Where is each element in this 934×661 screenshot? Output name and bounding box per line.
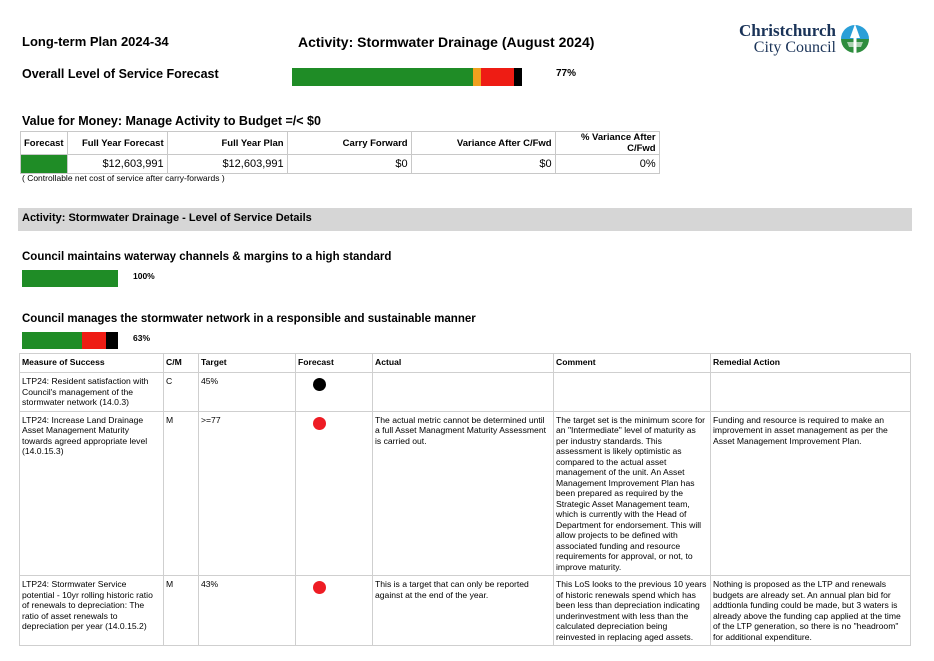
details-banner: [18, 208, 912, 231]
cm-cell: M: [164, 576, 199, 646]
council-logo: [732, 22, 874, 58]
logo-line-2: City Council: [753, 39, 836, 56]
forecast-status-dot: [313, 581, 326, 594]
bar-segment: [22, 332, 82, 349]
section-percent: 63%: [133, 333, 151, 343]
bar-segment: [481, 68, 514, 86]
forecast-cell: [296, 373, 373, 412]
table-row: [20, 411, 911, 576]
measure-cell: LTP24: Increase Land Drainage Asset Management Maturity towards agreed appropriate level (14.0.15.3): [20, 411, 164, 576]
bar-segment: [514, 68, 522, 86]
vfm-header: Carry Forward: [287, 132, 411, 155]
bar-segment: [292, 68, 473, 86]
bar-segment: [22, 270, 118, 287]
vfm-full-year-plan: $12,603,991: [167, 155, 287, 174]
vfm-forecast-cell: [21, 155, 68, 174]
actual-cell: [373, 373, 554, 412]
column-header: Measure of Success: [20, 354, 164, 373]
forecast-cell: [296, 411, 373, 576]
details-title: Activity: Stormwater Drainage - Level of Service Details: [22, 212, 312, 224]
vfm-note: ( Controllable net cost of service after carry-forwards ): [22, 173, 225, 183]
remedial-cell: Funding and resource is required to make an improvement in asset management as per the Asset Management Improvement Plan.: [711, 411, 911, 576]
measure-cell: LTP24: Stormwater Service potential - 10yr rolling historic ratio of renewals to depreciation: The ratio of asset renewals to depreciation per year (14.0.15.2): [20, 576, 164, 646]
plan-title: Long-term Plan 2024-34: [22, 34, 169, 49]
vfm-table: [20, 131, 660, 174]
bar-segment: [82, 332, 106, 349]
column-header: Remedial Action: [711, 354, 911, 373]
column-header: C/M: [164, 354, 199, 373]
vfm-forecast-swatch: [21, 155, 67, 173]
cm-cell: C: [164, 373, 199, 412]
actual-cell: This is a target that can only be reported against at the end of the year.: [373, 576, 554, 646]
target-cell: 43%: [199, 576, 296, 646]
overall-forecast-bar: [292, 68, 522, 86]
overall-percent: 77%: [556, 68, 577, 79]
section-title: Council manages the stormwater network in a responsible and sustainable manner: [22, 313, 476, 325]
comment-cell: This LoS looks to the previous 10 years of historic renewals spend which has been less than depreciation indicating underinvestment with less than the calculated depreciation being reinvested in replacing aged assets.: [554, 576, 711, 646]
bar-segment: [473, 68, 481, 86]
vfm-variance-percent: 0%: [555, 155, 659, 174]
cm-cell: M: [164, 411, 199, 576]
section-percent: 100%: [133, 271, 155, 281]
vfm-full-year-forecast: $12,603,991: [67, 155, 167, 174]
overall-label: Overall Level of Service Forecast: [22, 67, 219, 81]
section-title: Council maintains waterway channels & margins to a high standard: [22, 251, 392, 263]
section-forecast-bar: [22, 270, 118, 287]
activity-title: Activity: Stormwater Drainage (August 2024): [298, 34, 595, 50]
target-cell: 45%: [199, 373, 296, 412]
measure-cell: LTP24: Resident satisfaction with Council's management of the stormwater network (14.0.3): [20, 373, 164, 412]
logo-line-1: Christchurch: [739, 21, 836, 40]
actual-cell: The actual metric cannot be determined until a full Asset Managment Maturity Assessment is carried out.: [373, 411, 554, 576]
vfm-title: Value for Money: Manage Activity to Budget =/< $0: [22, 114, 321, 128]
remedial-cell: [711, 373, 911, 412]
section-forecast-bar: [22, 332, 118, 349]
vfm-variance: $0: [411, 155, 555, 174]
level-of-service-table: [19, 353, 911, 646]
vfm-header: Full Year Plan: [167, 132, 287, 155]
column-header: Target: [199, 354, 296, 373]
bar-segment: [106, 332, 118, 349]
table-row: [20, 576, 911, 646]
table-row: [20, 373, 911, 412]
forecast-status-dot: [313, 417, 326, 430]
vfm-header: Forecast: [21, 132, 68, 155]
column-header: Forecast: [296, 354, 373, 373]
comment-cell: [554, 373, 711, 412]
comment-cell: The target set is the minimum score for an "Intermediate" level of maturity as per industry standards. This assessment is likely optimistic as compared to the actual asset management of the unit. An Asset Management Improvement Plan has been prepared as required by the Strategic Asset Management team, which is currently with the Head of Department for endorsement. This will allow projects to be defined with associated funding and resource requirements for approval, or not, to improve maturity.: [554, 411, 711, 576]
vfm-carry-forward: $0: [287, 155, 411, 174]
forecast-status-dot: [313, 378, 326, 391]
vfm-header: % Variance After C/Fwd: [555, 132, 659, 155]
cathedral-logo-icon: [838, 22, 872, 56]
column-header: Actual: [373, 354, 554, 373]
vfm-header: Full Year Forecast: [67, 132, 167, 155]
target-cell: >=77: [199, 411, 296, 576]
forecast-cell: [296, 576, 373, 646]
vfm-header: Variance After C/Fwd: [411, 132, 555, 155]
remedial-cell: Nothing is proposed as the LTP and renewals budgets are already set. An annual plan bid for addtionla funding could be made, but 3 waters is already above the funding cap applied at the time of the LTP generation, so there is no "headroom" for additional expenditure.: [711, 576, 911, 646]
column-header: Comment: [554, 354, 711, 373]
